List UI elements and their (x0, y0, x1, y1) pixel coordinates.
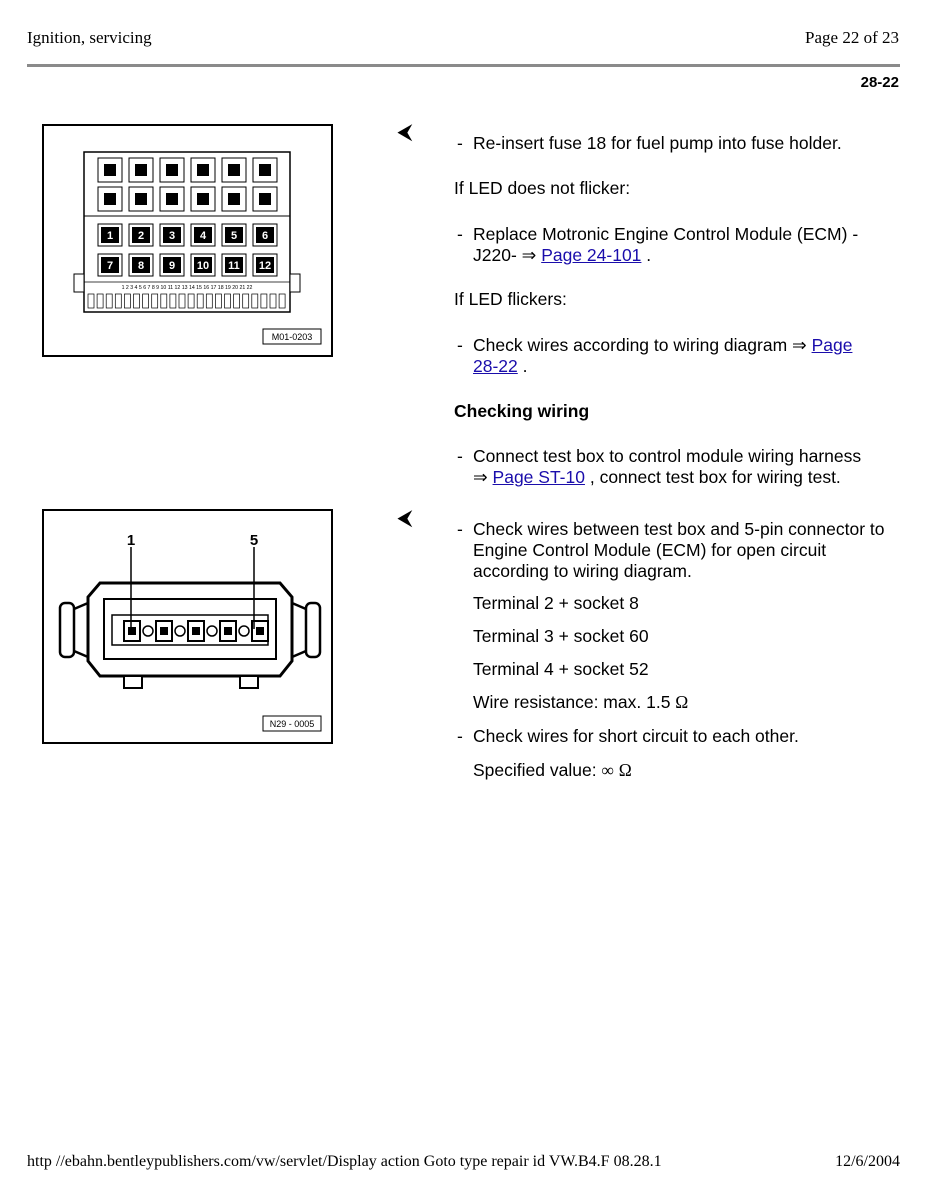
specified-value: Specified value: ∞ Ω (473, 760, 632, 780)
condition-no-flicker: If LED does not flicker: (454, 178, 631, 198)
link-page-24-101[interactable]: Page 24-101 (541, 245, 642, 265)
callout-1: 1 (126, 532, 136, 549)
connector-figure (42, 509, 333, 744)
header-rule (27, 64, 900, 67)
fuse-number: 9 (168, 260, 176, 272)
connector-figure-label: N29 - 0005 (269, 719, 315, 729)
fuse-figure-label: M01-0203 (271, 332, 313, 342)
fuse-number: 3 (168, 230, 176, 242)
fuse-number: 2 (137, 230, 145, 242)
step-check-wires: Check wires according to wiring diagram ⇒ Page 28-22 . (473, 335, 853, 376)
terminal-line: Terminal 4 + socket 52 (473, 659, 649, 679)
fuse-number: 1 (106, 230, 114, 242)
footer-url: http //ebahn.bentleypublishers.com/vw/servlet/Display action Goto type repair id VW.B4.F 08.28.1 (27, 1153, 662, 1170)
wire-resistance: Wire resistance: max. 1.5 Ω (473, 692, 689, 712)
arrow-left-icon: ⮜ (398, 122, 412, 143)
page-number: Page 22 of 23 (805, 28, 899, 47)
fuse-number: 10 (196, 260, 210, 272)
fuse-number: 7 (106, 260, 114, 272)
fuse-holder-diagram-icon (44, 126, 331, 355)
list-dash: - (457, 446, 463, 466)
fuse-scale: 1 2 3 4 5 6 7 8 9 10 11 12 13 14 15 16 17 18 19 20 21 22 (121, 285, 253, 291)
step-check-short-circuit: Check wires for short circuit to each other. (473, 726, 799, 746)
document-title: Ignition, servicing (27, 28, 152, 47)
fuse-number: 8 (137, 260, 145, 272)
infinity-symbol: ∞ (601, 760, 614, 780)
section-number: 28-22 (860, 74, 899, 91)
fuse-number: 6 (261, 230, 269, 242)
step-replace-ecm: Replace Motronic Engine Control Module (ECM) - J220- ⇒ Page 24-101 . (473, 224, 859, 265)
link-page-st-10[interactable]: Page ST-10 (492, 467, 585, 487)
terminal-line: Terminal 3 + socket 60 (473, 626, 649, 646)
step-check-open-circuit: Check wires between test box and 5-pin connector to Engine Control Module (ECM) for open circuit according to wiring diagram. (473, 519, 885, 581)
section-heading: Checking wiring (454, 401, 590, 421)
list-dash: - (457, 519, 463, 539)
ohm-symbol: Ω (618, 760, 632, 780)
step-connect-test-box: Connect test box to control module wiring harness ⇒ Page ST-10 , connect test box for wiring test. (473, 446, 862, 487)
terminal-line: Terminal 2 + socket 8 (473, 593, 639, 613)
fuse-holder-figure (42, 124, 333, 357)
list-dash: - (457, 133, 463, 153)
condition-flickers: If LED flickers: (454, 289, 567, 309)
fuse-number: 11 (228, 260, 240, 272)
footer (27, 1153, 900, 1171)
fuse-number: 4 (199, 230, 207, 242)
connector-diagram-icon (44, 511, 331, 742)
step-reinsert-fuse: Re-insert fuse 18 for fuel pump into fuse holder. (473, 133, 842, 153)
fuse-number: 5 (230, 230, 238, 242)
list-dash: - (457, 335, 463, 355)
callout-5: 5 (249, 532, 259, 549)
list-dash: - (457, 224, 463, 244)
arrow-left-icon: ⮜ (398, 508, 412, 529)
footer-date: 12/6/2004 (835, 1153, 900, 1170)
fuse-number: 12 (258, 260, 272, 272)
ohm-symbol: Ω (675, 692, 689, 712)
link-page-28-22[interactable]: Page 28-22 (473, 335, 853, 376)
list-dash: - (457, 726, 463, 746)
